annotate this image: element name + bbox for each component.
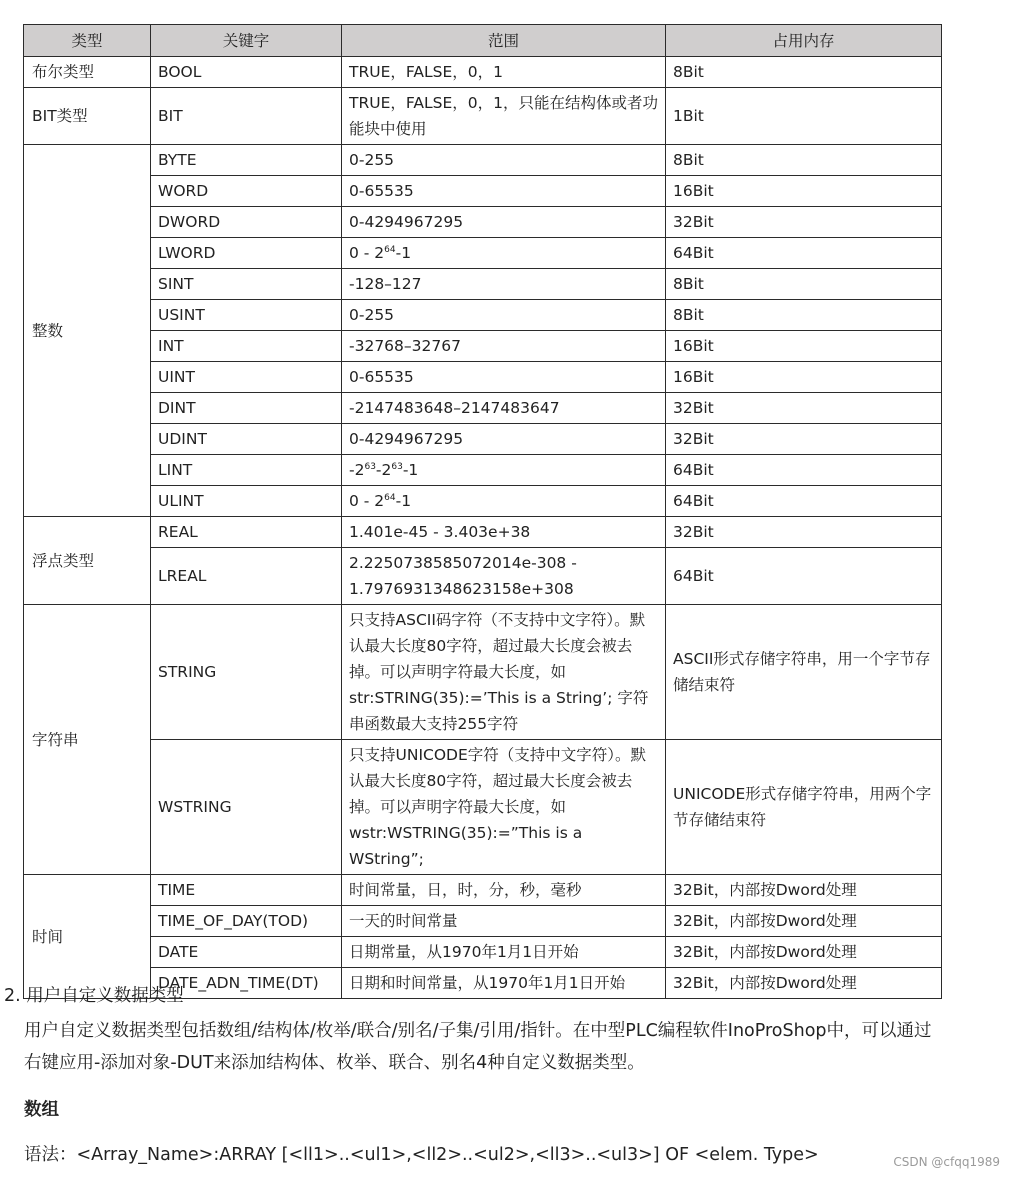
- range-cell: 0-65535: [342, 362, 666, 393]
- type-cell: 整数: [24, 145, 151, 517]
- table-row: [24, 88, 942, 145]
- column-header-memory: 占用内存: [666, 25, 942, 57]
- memory-cell: 8Bit: [666, 269, 942, 300]
- keyword-cell: LREAL: [151, 548, 342, 605]
- memory-cell: 32Bit: [666, 424, 942, 455]
- keyword-cell: USINT: [151, 300, 342, 331]
- column-header-keyword: 关键字: [151, 25, 342, 57]
- keyword-cell: WORD: [151, 176, 342, 207]
- keyword-cell: WSTRING: [151, 740, 342, 875]
- keyword-cell: UINT: [151, 362, 342, 393]
- array-syntax: 语法：<Array_Name>:ARRAY [<ll1>..<ul1>,<ll2>..<ul2>,<ll3>..<ul3>] OF <elem. Type>: [24, 1145, 819, 1165]
- memory-cell: 32Bit: [666, 517, 942, 548]
- range-cell: $-2^{63}-2^{63}-1$: [342, 455, 666, 486]
- range-cell: 日期和时间常量，从1970年1月1日开始: [342, 968, 666, 999]
- range-cell: $0 - 2^{64}-1$: [342, 238, 666, 269]
- memory-cell: 16Bit: [666, 331, 942, 362]
- keyword-cell: DINT: [151, 393, 342, 424]
- section-paragraph: 用户自定义数据类型包括数组/结构体/枚举/联合/别名/子集/引用/指针。在中型PLC编程软件InoProShop中，可以通过右键应用-添加对象-DUT来添加结构体、枚举、联合、别名4种自定义数据类型。: [24, 1021, 932, 1073]
- keyword-cell: LINT: [151, 455, 342, 486]
- watermark: CSDN @cfqq1989: [893, 1155, 1000, 1169]
- range-cell: 0-4294967295: [342, 424, 666, 455]
- memory-cell: 8Bit: [666, 145, 942, 176]
- range-cell: TRUE，FALSE，0，1，只能在结构体或者功能块中使用: [342, 88, 666, 145]
- type-cell: 时间: [24, 875, 151, 999]
- table-row: [24, 937, 942, 968]
- table-row: [24, 57, 942, 88]
- memory-cell: 64Bit: [666, 455, 942, 486]
- table-row: [24, 207, 942, 238]
- range-cell: 时间常量，日，时，分，秒，毫秒: [342, 875, 666, 906]
- table-row: [24, 300, 942, 331]
- memory-cell: 32Bit: [666, 207, 942, 238]
- keyword-cell: SINT: [151, 269, 342, 300]
- table-row: [24, 176, 942, 207]
- keyword-cell: STRING: [151, 605, 342, 740]
- range-cell: -128–127: [342, 269, 666, 300]
- memory-cell: UNICODE形式存储字符串，用两个字节存储结束符: [666, 740, 942, 875]
- table-row: [24, 486, 942, 517]
- range-cell: $0 - 2^{64}-1$: [342, 486, 666, 517]
- keyword-cell: DATE: [151, 937, 342, 968]
- table-row: [24, 548, 942, 605]
- data-type-table: [23, 24, 942, 999]
- memory-cell: 64Bit: [666, 486, 942, 517]
- table-row: [24, 393, 942, 424]
- range-cell: -2147483648–2147483647: [342, 393, 666, 424]
- range-cell: TRUE，FALSE，0，1: [342, 57, 666, 88]
- memory-cell: 8Bit: [666, 57, 942, 88]
- range-cell: -32768–32767: [342, 331, 666, 362]
- type-cell: 字符串: [24, 605, 151, 875]
- array-subheading: 数组: [24, 1100, 59, 1120]
- table-row: [24, 269, 942, 300]
- keyword-cell: LWORD: [151, 238, 342, 269]
- keyword-cell: TIME_OF_DAY(TOD): [151, 906, 342, 937]
- memory-cell: 32Bit，内部按Dword处理: [666, 875, 942, 906]
- type-cell: 浮点类型: [24, 517, 151, 605]
- keyword-cell: DATE_ADN_TIME(DT): [151, 968, 342, 999]
- range-cell: 0-255: [342, 145, 666, 176]
- memory-cell: 32Bit: [666, 393, 942, 424]
- memory-cell: 8Bit: [666, 300, 942, 331]
- keyword-cell: INT: [151, 331, 342, 362]
- keyword-cell: DWORD: [151, 207, 342, 238]
- memory-cell: 16Bit: [666, 362, 942, 393]
- table-header-row: [24, 25, 942, 57]
- section-heading: 2. 用户自定义数据类型: [4, 986, 184, 1006]
- table-row: [24, 331, 942, 362]
- range-cell: 日期常量，从1970年1月1日开始: [342, 937, 666, 968]
- table-row: [24, 906, 942, 937]
- memory-cell: 64Bit: [666, 238, 942, 269]
- memory-cell: 64Bit: [666, 548, 942, 605]
- table-row: [24, 424, 942, 455]
- table-row: [24, 740, 942, 875]
- keyword-cell: UDINT: [151, 424, 342, 455]
- keyword-cell: TIME: [151, 875, 342, 906]
- table-row: [24, 605, 942, 740]
- range-cell: 0-4294967295: [342, 207, 666, 238]
- column-header-type: 类型: [24, 25, 151, 57]
- table-row: [24, 238, 942, 269]
- keyword-cell: BOOL: [151, 57, 342, 88]
- memory-cell: 32Bit，内部按Dword处理: [666, 968, 942, 999]
- range-cell: 一天的时间常量: [342, 906, 666, 937]
- range-cell: 0-65535: [342, 176, 666, 207]
- table-row: [24, 875, 942, 906]
- range-cell: 只支持ASCII码字符（不支持中文字符）。默认最大长度80字符，超过最大长度会被去掉。可以声明字符最大长度，如str:STRING(35):=’This is a String’; 字符串函数最大支持255字符: [342, 605, 666, 740]
- memory-cell: ASCII形式存储字符串，用一个字节存储结束符: [666, 605, 942, 740]
- range-cell: 0-255: [342, 300, 666, 331]
- table-body: [24, 57, 942, 999]
- range-cell: 只支持UNICODE字符（支持中文字符）。默认最大长度80字符，超过最大长度会被去掉。可以声明字符最大长度，如wstr:WSTRING(35):=”This is a WString”;: [342, 740, 666, 875]
- column-header-range: 范围: [342, 25, 666, 57]
- memory-cell: 32Bit，内部按Dword处理: [666, 937, 942, 968]
- memory-cell: 16Bit: [666, 176, 942, 207]
- keyword-cell: REAL: [151, 517, 342, 548]
- table-row: [24, 455, 942, 486]
- type-cell: 布尔类型: [24, 57, 151, 88]
- keyword-cell: BIT: [151, 88, 342, 145]
- table-row: [24, 145, 942, 176]
- table-row: [24, 362, 942, 393]
- memory-cell: 1Bit: [666, 88, 942, 145]
- range-cell: 1.401e-45 - 3.403e+38: [342, 517, 666, 548]
- table-row: [24, 517, 942, 548]
- range-cell: 2.2250738585072014e-308 - 1.7976931348623158e+308: [342, 548, 666, 605]
- keyword-cell: BYTE: [151, 145, 342, 176]
- type-cell: BIT类型: [24, 88, 151, 145]
- memory-cell: 32Bit，内部按Dword处理: [666, 906, 942, 937]
- keyword-cell: ULINT: [151, 486, 342, 517]
